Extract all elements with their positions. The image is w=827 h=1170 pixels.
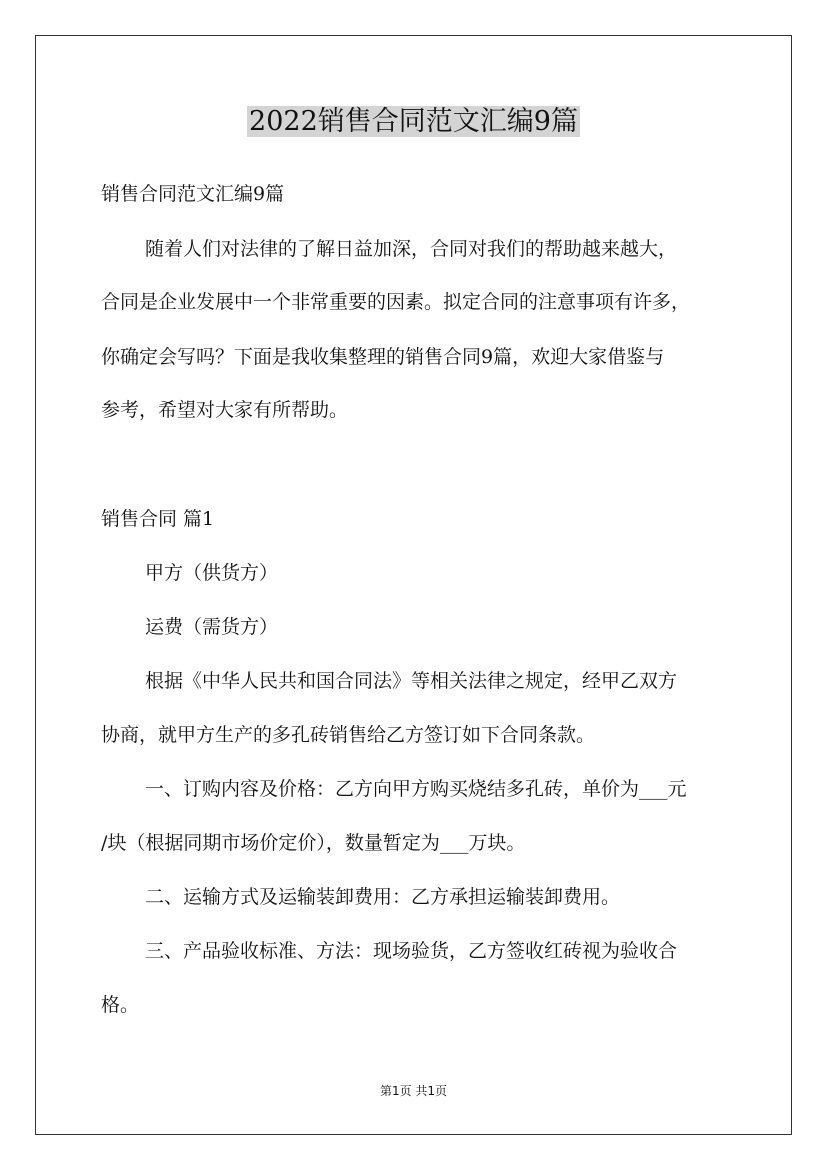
- body-line-1: 根据《中华人民共和国合同法》等相关法律之规定，经甲乙双方: [145, 670, 678, 692]
- page-footer: 第1页 共1页: [379, 1084, 448, 1098]
- body-line-6: 三、产品验收标准、方法：现场验货，乙方签收红砖视为验收合: [145, 940, 678, 962]
- intro-line-2: 合同是企业发展中一个非常重要的因素。拟定合同的注意事项有许多，: [101, 291, 691, 313]
- document-subtitle: 销售合同范文汇编9篇: [101, 183, 285, 205]
- party-b: 运费（需货方）: [145, 616, 279, 638]
- body-line-3: 一、订购内容及价格：乙方向甲方购买烧结多孔砖，单价为___元: [145, 778, 687, 800]
- body-line-5: 二、运输方式及运输装卸费用：乙方承担运输装卸费用。: [145, 886, 621, 908]
- body-line-7: 格。: [101, 994, 140, 1016]
- document-title: [0, 102, 827, 142]
- intro-line-3: 你确定会写吗？下面是我收集整理的销售合同9篇，欢迎大家借鉴与: [101, 346, 665, 368]
- section-heading: 销售合同 篇1: [101, 508, 215, 530]
- party-a: 甲方（供货方）: [145, 562, 279, 584]
- body-line-4: /块（根据同期市场价定价），数量暂定为___万块。: [101, 832, 526, 854]
- body-line-2: 协商，就甲方生产的多孔砖销售给乙方签订如下合同条款。: [101, 724, 596, 746]
- intro-line-4: 参考，希望对大家有所帮助。: [101, 399, 349, 421]
- document-title-text: 2022销售合同范文汇编9篇: [249, 106, 578, 137]
- intro-line-1: 随着人们对法律的了解日益加深，合同对我们的帮助越来越大，: [145, 238, 678, 260]
